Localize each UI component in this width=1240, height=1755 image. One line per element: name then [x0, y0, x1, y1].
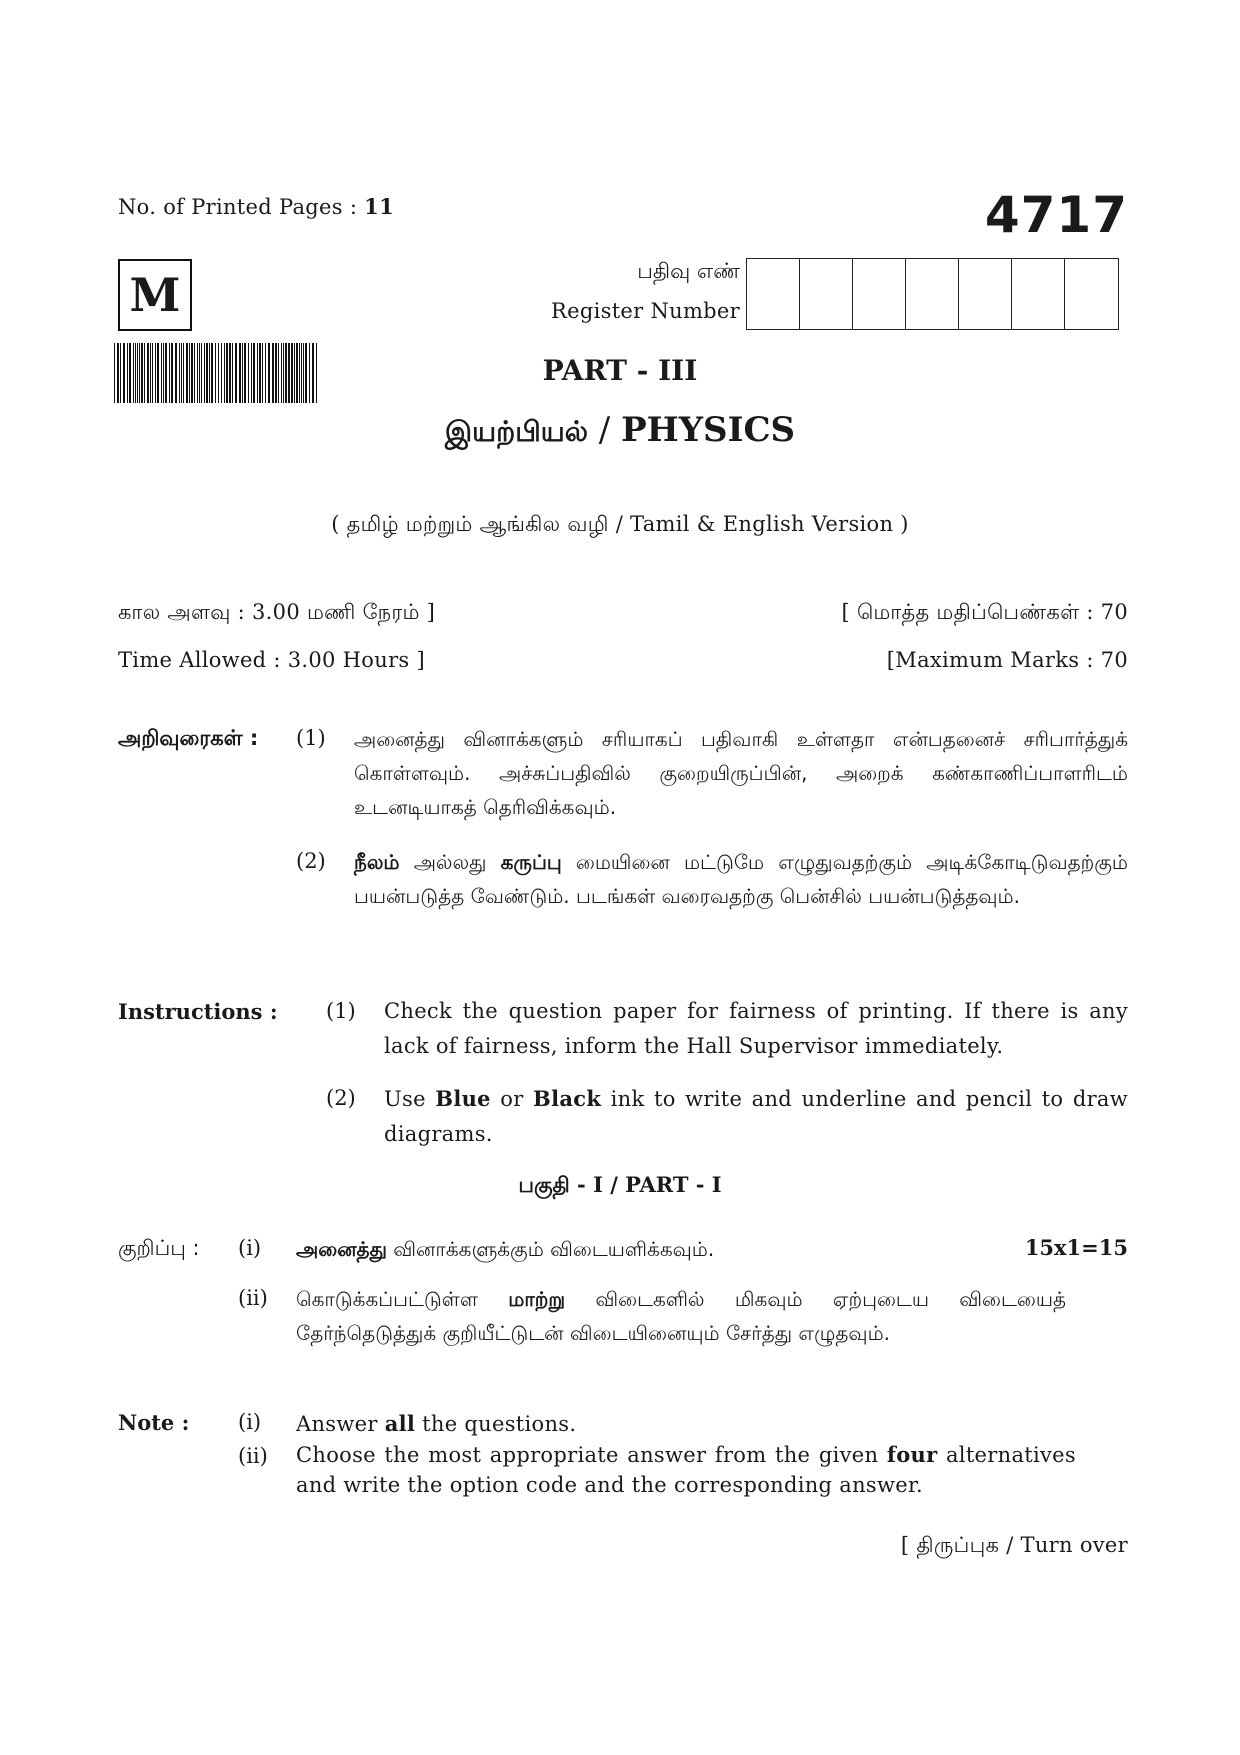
note-number: (ii): [238, 1286, 268, 1310]
note-english-1: [296, 1406, 1076, 1442]
instruction-text: அல்லது: [399, 850, 501, 874]
note-text: கொடுக்கப்பட்டுள்ள: [296, 1287, 509, 1311]
instruction-number: (2): [296, 849, 326, 873]
instruction-number: (1): [296, 726, 326, 750]
note-number: (i): [238, 1236, 262, 1260]
instructions-label-english: Instructions :: [118, 999, 278, 1024]
emphasis-all: அனைத்து: [296, 1237, 387, 1261]
printed-pages-value: 11: [364, 194, 394, 219]
register-digit-box[interactable]: [1012, 259, 1065, 329]
printed-pages: [118, 194, 394, 219]
note-number: (i): [238, 1410, 262, 1434]
note-label-tamil: குறிப்பு :: [118, 1236, 200, 1260]
emphasis-black: கருப்பு: [500, 850, 562, 874]
note-label-english: Note :: [118, 1410, 190, 1435]
register-digit-box[interactable]: [959, 259, 1012, 329]
instruction-number: (2): [326, 1086, 356, 1110]
emphasis-black: Black: [533, 1086, 602, 1111]
max-marks-english: [Maximum Marks : 70: [886, 648, 1128, 672]
register-digit-box[interactable]: [906, 259, 959, 329]
register-number-boxes[interactable]: [746, 258, 1119, 330]
medium-box: M: [118, 259, 192, 331]
instruction-tamil-2: [354, 845, 1128, 913]
subject-title: [0, 410, 1240, 452]
note-text: விடைகளில் மிகவும் ஏற்புடைய விடையைத் தேர்ந்தெடுத்துக் குறியீட்டுடன் விடையினையும் சேர்த்து எழுதவும்.: [296, 1287, 1067, 1345]
paper-code: 4717: [984, 186, 1128, 244]
instructions-label-tamil: அறிவுரைகள் :: [118, 726, 259, 750]
note-text: the questions.: [415, 1412, 577, 1436]
note-text: Answer: [296, 1412, 385, 1436]
subject-separator: /: [587, 410, 622, 450]
register-label-english: Register Number: [551, 299, 740, 323]
subject-title-english: PHYSICS: [621, 410, 796, 450]
register-digit-box[interactable]: [853, 259, 906, 329]
time-allowed-english: Time Allowed : 3.00 Hours ]: [118, 648, 425, 672]
part-title: PART - III: [542, 354, 698, 387]
register-digit-box[interactable]: [1065, 259, 1118, 329]
instruction-english-1: Check the question paper for fairness of printing. If there is any lack of fairness, inform the Hall Supervisor immediately.: [384, 999, 1128, 1058]
printed-pages-label: No. of Printed Pages :: [118, 195, 365, 219]
register-label-tamil: பதிவு எண்: [637, 259, 740, 283]
emphasis-four: four: [886, 1442, 938, 1467]
note-tamil-1: [296, 1232, 936, 1266]
section-title: பகுதி - I / PART - I: [518, 1172, 722, 1197]
emphasis-alternative: மாற்று: [508, 1287, 566, 1311]
emphasis-all: all: [384, 1411, 416, 1436]
note-number: (ii): [238, 1444, 268, 1468]
note-text: Choose the most appropriate answer from the given: [296, 1443, 887, 1467]
register-digit-box[interactable]: [747, 259, 800, 329]
instruction-tamil-1: அனைத்து வினாக்களும் சரியாகப் பதிவாகி உள்ளதா என்பதனைச் சரிபார்த்துக் கொள்ளவும். அச்சுப்பதிவில் குறையிருப்பின், அறைக் கண்காணிப்பாளரிடம் உடனடியாகத் தெரிவிக்கவும்.: [354, 727, 1128, 819]
register-digit-box[interactable]: [800, 259, 853, 329]
max-marks-tamil: [ மொத்த மதிப்பெண்கள் : 70: [841, 600, 1128, 624]
instruction-text: Use: [384, 1087, 436, 1111]
marks-scheme: 15x1=15: [1024, 1235, 1128, 1260]
emphasis-blue: Blue: [435, 1086, 491, 1111]
note-english-2: [296, 1440, 1076, 1500]
emphasis-blue: நீலம்: [354, 850, 400, 874]
instruction-number: (1): [326, 999, 356, 1023]
note-text: வினாக்களுக்கும் விடையளிக்கவும்.: [386, 1237, 715, 1261]
instruction-text: ink to write and underline and pencil to draw diagrams.: [384, 1087, 1129, 1146]
instruction-text: or: [490, 1087, 534, 1111]
note-text: alternatives and write the option code and the corresponding answer.: [296, 1443, 1076, 1497]
turn-over: [ திருப்புக / Turn over: [900, 1533, 1128, 1557]
instruction-english-2: [384, 1081, 1128, 1152]
note-tamil-2: [296, 1282, 1066, 1350]
version-line: ( தமிழ் மற்றும் ஆங்கில வழி / Tamil & English Version ): [331, 512, 909, 536]
time-allowed-tamil: கால அளவு : 3.00 மணி நேரம் ]: [118, 600, 436, 624]
instruction-text: மையினை மட்டுமே எழுதுவதற்கும் அடிக்கோடிடுவதற்கும் பயன்படுத்த வேண்டும். படங்கள் வரைவதற்கு பென்சில் பயன்படுத்தவும்.: [354, 850, 1128, 908]
subject-title-tamil: இயற்பியல்: [444, 415, 588, 448]
